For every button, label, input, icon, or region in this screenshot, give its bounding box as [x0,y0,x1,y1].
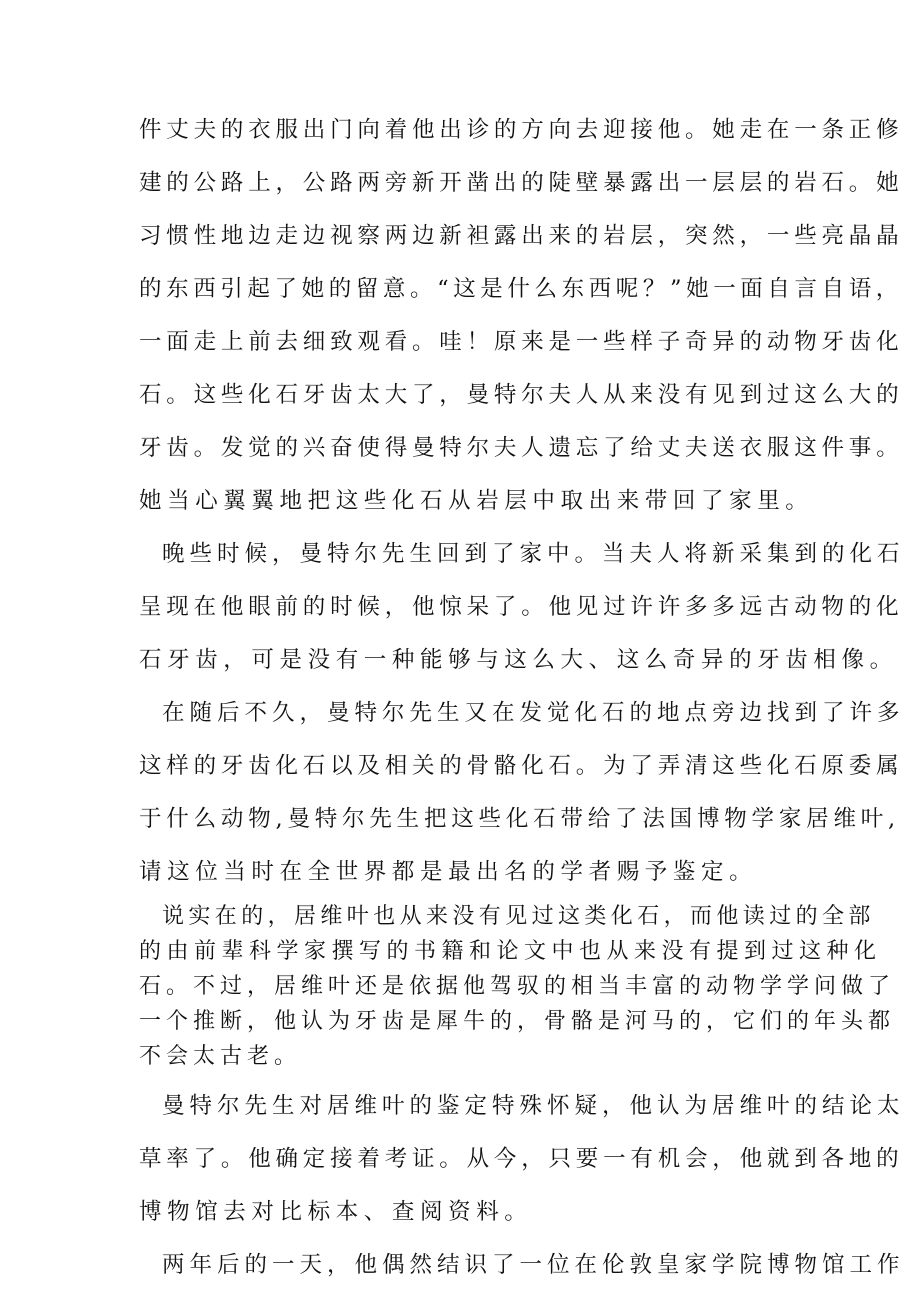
text-line: 一面走上前去细致观看。哇！原来是一些样子奇异的动物牙齿化 [139,329,904,355]
text-line: 牙齿。发觉的兴奋使得曼特尔夫人遗忘了给丈夫送衣服这件事。 [139,435,904,461]
text-line: 建的公路上，公路两旁新开凿出的陡壁暴露出一层层的岩石。她 [139,170,904,196]
text-line: 曼特尔先生对居维叶的鉴定特殊怀疑，他认为居维叶的结论太 [162,1093,905,1119]
text-line: 在随后不久，曼特尔先生又在发觉化石的地点旁边找到了许多 [162,700,905,726]
text-line: 石。这些化石牙齿太大了，曼特尔夫人从来没有见到过这么大的 [139,382,904,408]
text-line: 呈现在他眼前的时候，他惊呆了。他见过许许多多远古动物的化 [139,594,904,620]
text-line: 说实在的，居维叶也从来没有见过这类化石，而他读过的全部 [162,904,875,929]
text-line: 石牙齿，可是没有一种能够与这么大、这么奇异的牙齿相像。 [139,647,898,673]
text-line: 于什么动物,曼特尔先生把这些化石带给了法国博物学家居维叶, [139,806,901,832]
text-line: 她当心翼翼地把这些化石从岩层中取出来带回了家里。 [139,488,814,514]
text-line: 不会太古老。 [139,1044,302,1069]
text-line: 晚些时候，曼特尔先生回到了家中。当夫人将新采集到的化石 [162,541,905,567]
text-line: 石。不过，居维叶还是依据他驾驭的相当丰富的动物学学问做了 [139,974,896,999]
text-line: 的东西引起了她的留意。“这是什么东西呢？”她一面自言自语， [139,276,903,302]
text-line: 件丈夫的衣服出门向着他出诊的方向去迎接他。她走在一条正修 [139,117,904,143]
text-line: 两年后的一天，他偶然结识了一位在伦敦皇家学院博物馆工作 [162,1252,905,1278]
text-line: 请这位当时在全世界都是最出名的学者赐予鉴定。 [139,859,758,885]
text-line: 习惯性地边走边视察两边新袒露出来的岩层，突然，一些亮晶晶 [139,223,904,249]
text-line: 这样的牙齿化石以及相关的骨骼化石。为了弄清这些化石原委属 [139,753,904,779]
text-line: 一个推断，他认为牙齿是犀牛的，骨骼是河马的，它们的年头都 [139,1009,896,1034]
text-line: 的由前辈科学家撰写的书籍和论文中也从来没有提到过这种化 [139,939,882,964]
text-line: 草率了。他确定接着考证。从今，只要一有机会，他就到各地的 [139,1146,904,1172]
text-line: 博物馆去对比标本、查阅资料。 [139,1199,533,1225]
